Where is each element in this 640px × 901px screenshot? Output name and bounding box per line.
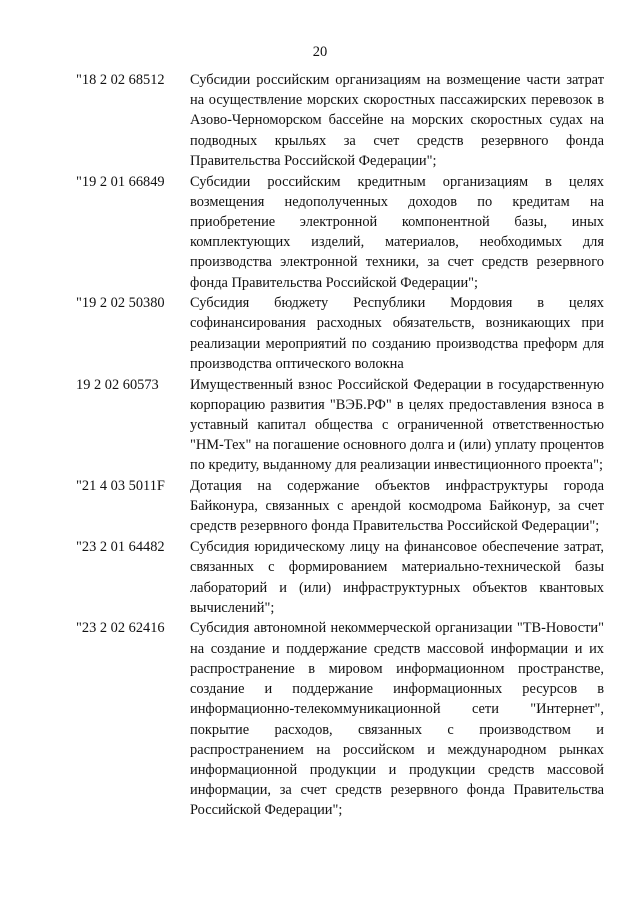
budget-description: Субсидии российским кредитным организациям в целях возмещения недополученных доходов по кредитам на приобретение электронной компонентной базы, иных комплектующих изделий, материалов, необходимых для производства электронной техники, за счет средств резервного фонда Правительства Российской Федерации"; xyxy=(190,173,604,291)
budget-description: Субсидия автономной некоммерческой организации "ТВ-Новости" на создание и поддержание средств массовой информации и их распространение в мировом информационном пространстве, создание и поддержание информационных ресурсов в информационно-телекоммуникационной сети "Интернет", покрытие расходов, связанных с производством и распространением на российском и международном рынках информационной продукции и продукции средств массовой информации, за счет средств резервного фонда Правительства Российской Федерации"; xyxy=(190,620,604,819)
list-item xyxy=(76,476,604,537)
list-item xyxy=(76,172,604,293)
budget-description: Субсидии российским организациям на возмещение части затрат на осуществление морских скоростных пассажирских перевозок в Азово-Черноморском бассейне на морских скоростных судах на подводных крыльях за счет средств резервного фонда Правительства Российской Федерации"; xyxy=(190,72,604,169)
budget-code: "18 2 02 68512 xyxy=(76,72,165,88)
budget-description: Субсидия бюджету Республики Мордовия в целях софинансирования расходных обязательств, возникающих при реализации мероприятий по созданию производства преформ для производства оптического волокна xyxy=(190,295,604,372)
list-item xyxy=(76,618,604,820)
page-number: 20 xyxy=(312,44,328,60)
list-item xyxy=(76,537,604,618)
budget-code: "23 2 02 62416 xyxy=(76,620,165,637)
budget-code: "23 2 01 64482 xyxy=(76,539,165,556)
budget-code: "21 4 03 5011F xyxy=(76,478,165,495)
list-item xyxy=(76,70,604,171)
budget-description: Имущественный взнос Российской Федерации в государственную корпорацию развития "ВЭБ.РФ" в целях предоставления взноса в уставный капитал общества с ограниченной ответственностью "НМ-Тех" на погашение основного долга и (или) уплату процентов по кредиту, выданному для реализации инвестиционного проекта"; xyxy=(190,376,604,474)
budget-description: Субсидия юридическому лицу на финансовое обеспечение затрат, связанных с формированием материально-технической базы лабораторий и (или) инфраструктурных объектов квантовых вычислений"; xyxy=(190,539,604,616)
budget-description: Дотация на содержание объектов инфраструктуры города Байконура, связанных с арендой космодрома Байконур, за счет средств резервного фонда Правительства Российской Федерации"; xyxy=(190,478,604,535)
budget-code: 19 2 02 60573 xyxy=(76,376,159,393)
list-item xyxy=(76,375,604,476)
list-item xyxy=(76,293,604,374)
budget-code-list xyxy=(76,70,604,821)
budget-code: "19 2 01 66849 xyxy=(76,173,165,190)
budget-code: "19 2 02 50380 xyxy=(76,295,165,312)
